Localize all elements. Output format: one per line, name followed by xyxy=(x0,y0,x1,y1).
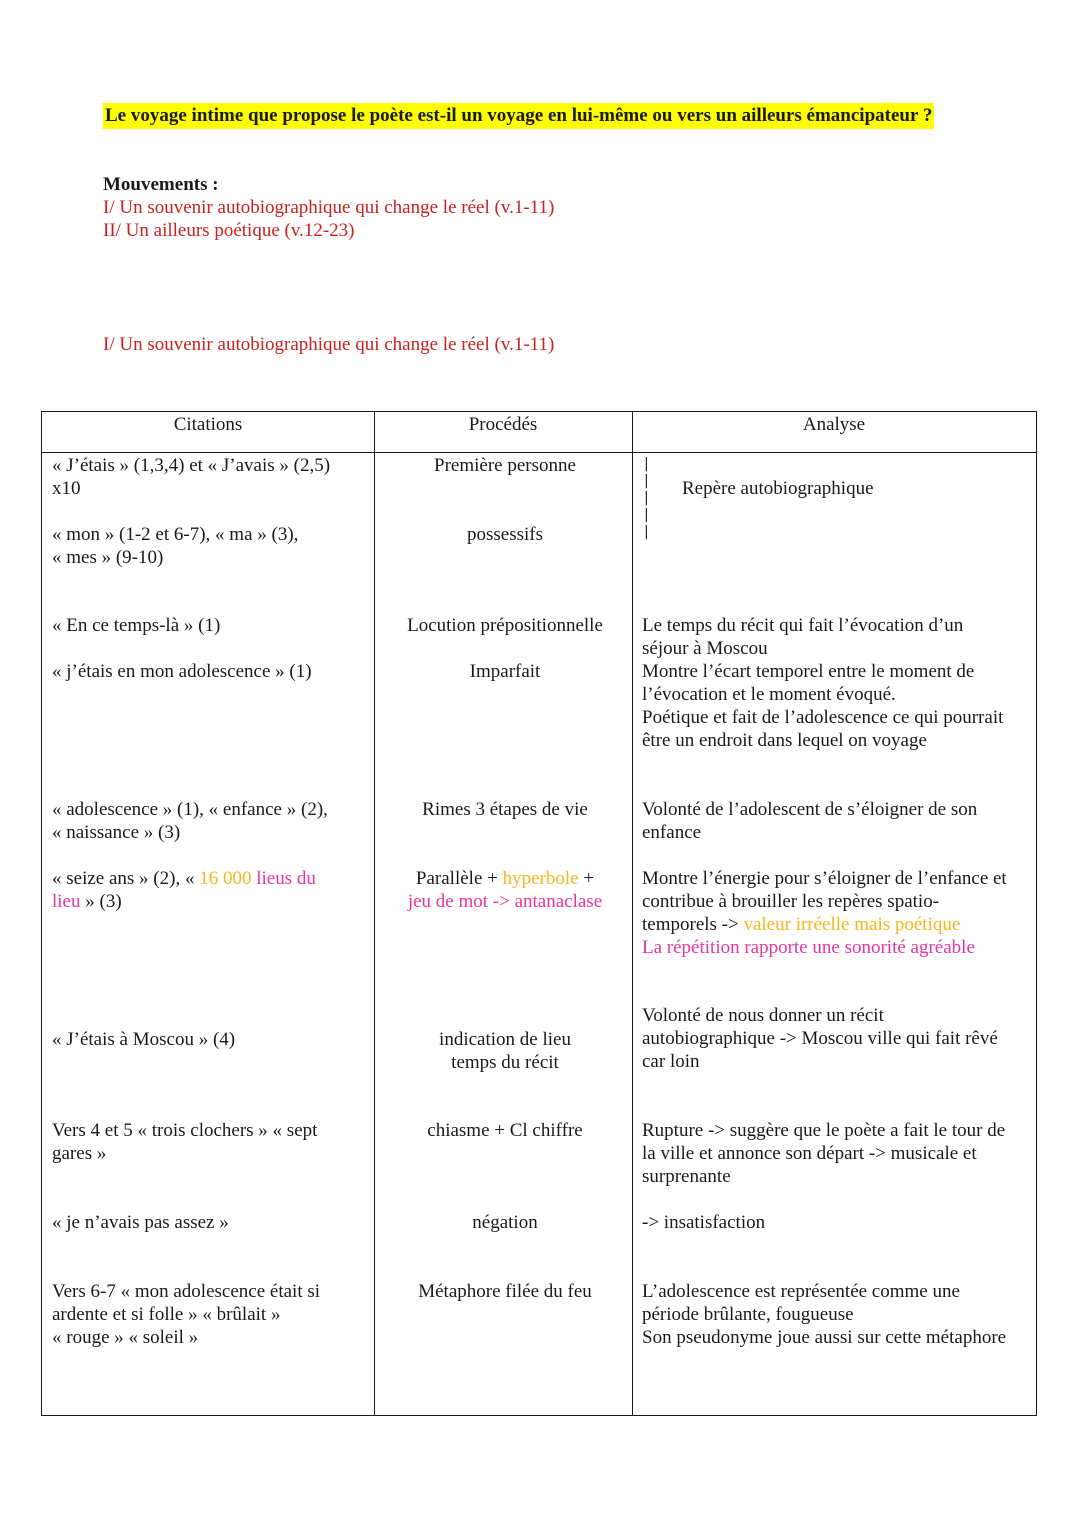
citation-cell: « En ce temps-là » (1) xyxy=(52,615,221,636)
analyse-cell: Rupture -> suggère que le poète a fait le tour de la ville et annonce son départ -> musicale et surprenante xyxy=(642,1120,1006,1187)
header-procedes: Procédés xyxy=(468,414,538,435)
mouvements-title: Mouvements : xyxy=(103,174,219,195)
analysis-table xyxy=(41,411,1037,1416)
procede-cell: possessifs xyxy=(466,524,543,545)
analyse-cell: Montre l’énergie pour s’éloigner de l’enfance et contribue à brouiller les repères spatio- temporels -> valeur irréelle mais poétique La répétition rapporte une sonorité agréable xyxy=(642,868,1007,958)
citation-cell: « J’étais » (1,3,4) et « J’avais » (2,5) x10 xyxy=(52,455,331,499)
vertical-bar-marks: | | | | | xyxy=(644,456,649,540)
procede-cell: chiasme + Cl chiffre xyxy=(427,1120,583,1141)
citation-cell: Vers 6-7 « mon adolescence était si ardente et si folle » « brûlait » « rouge » « soleil » xyxy=(52,1281,321,1348)
analyse-cell: -> insatisfaction xyxy=(642,1212,766,1233)
header-divider xyxy=(42,452,1036,453)
procede-cell: Première personne xyxy=(434,455,576,476)
citation-cell: « adolescence » (1), « enfance » (2), « naissance » (3) xyxy=(52,799,328,843)
procede-cell: négation xyxy=(472,1212,538,1233)
citation-cell: « j’étais en mon adolescence » (1) xyxy=(52,661,312,682)
analyse-cell: Volonté de nous donner un récit autobiographique -> Moscou ville qui fait rêvé car loin xyxy=(642,1005,998,1072)
procede-cell: Imparfait xyxy=(469,661,541,682)
column-divider xyxy=(374,412,375,1415)
analyse-cell: L’adolescence est représentée comme une période brûlante, fougueuse Son pseudonyme joue aussi sur cette métaphore xyxy=(642,1281,1007,1348)
mouvement-item: I/ Un souvenir autobiographique qui change le réel (v.1-11) xyxy=(103,197,555,218)
column-divider xyxy=(632,412,633,1415)
research-question: Le voyage intime que propose le poète est-il un voyage en lui-même ou vers un ailleurs émancipateur ? xyxy=(103,103,934,129)
procede-cell: Métaphore filée du feu xyxy=(418,1281,592,1302)
analyse-cell: Volonté de l’adolescent de s’éloigner de son enfance xyxy=(642,799,978,843)
citation-cell: « seize ans » (2), « 16 000 lieus du lieu » (3) xyxy=(52,868,316,912)
citation-cell: « mon » (1-2 et 6-7), « ma » (3), « mes » (9-10) xyxy=(52,524,299,568)
citation-cell: « J’étais à Moscou » (4) xyxy=(52,1029,236,1050)
procede-cell: Rimes 3 étapes de vie xyxy=(422,799,588,820)
analyse-cell: Repère autobiographique xyxy=(682,478,874,499)
citation-cell: « je n’avais pas assez » xyxy=(52,1212,229,1233)
mouvement-item: II/ Un ailleurs poétique (v.12-23) xyxy=(103,220,355,241)
header-analyse: Analyse xyxy=(802,414,866,435)
citation-cell: Vers 4 et 5 « trois clochers » « sept gares » xyxy=(52,1120,318,1164)
procede-cell: Locution prépositionnelle xyxy=(407,615,603,636)
header-citations: Citations xyxy=(173,414,243,435)
analyse-cell: Le temps du récit qui fait l’évocation d’un séjour à Moscou Montre l’écart temporel entre le moment de l’évocation et le moment évoqué. Poétique et fait de l’adolescence ce qui pourrait être un endroit dans lequel on voyage xyxy=(642,615,1004,751)
section-title: I/ Un souvenir autobiographique qui change le réel (v.1-11) xyxy=(103,334,555,355)
procede-cell: Parallèle + hyperbole + jeu de mot -> antanaclase xyxy=(407,868,603,912)
procede-cell: indication de lieu temps du récit xyxy=(439,1029,571,1073)
